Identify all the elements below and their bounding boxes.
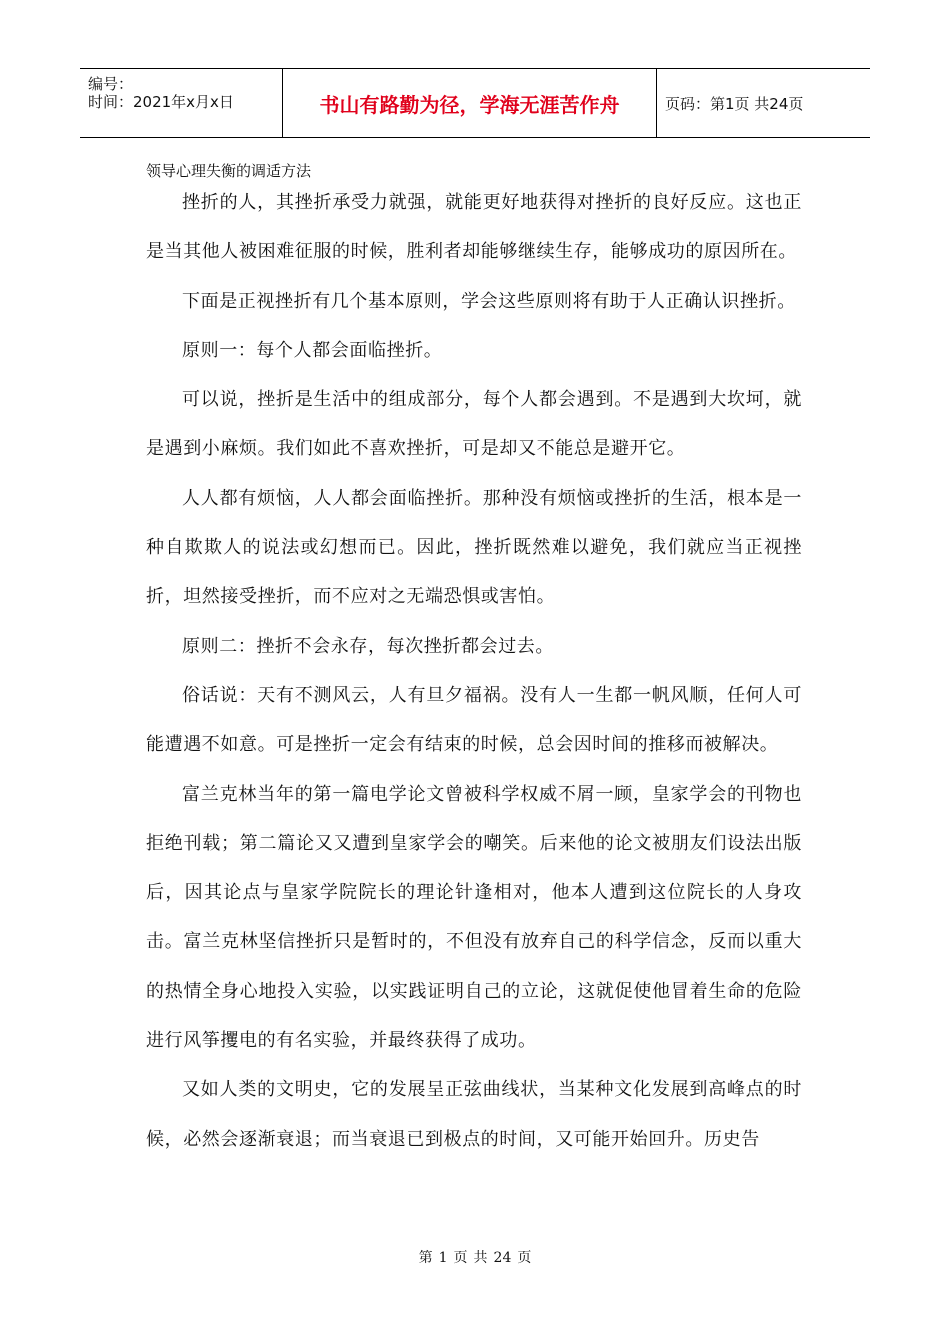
page-footer	[0, 1247, 950, 1267]
footer-text: 页	[453, 1250, 468, 1266]
header-meta	[80, 69, 283, 137]
paragraph: 又如人类的文明史，它的发展呈正弦曲线状，当某种文化发展到高峰点的时候，必然会逐渐衰退；而当衰退已到极点的时间，又可能开始回升。历史告	[146, 1079, 802, 1150]
footer-page-number: 1	[438, 1250, 448, 1266]
footer-total-pages: 24	[493, 1250, 512, 1266]
paragraph: 富兰克林当年的第一篇电学论文曾被科学权威不屑一顾，皇家学会的刊物也拒绝刊载；第二篇论又又遭到皇家学会的嘲笑。后来他的论文被朋友们设法出版后，因其论点与皇家学院院长的理论针逢相对，他本人遭到这位院长的人身攻击。富兰克林坚信挫折只是暂时的，不但没有放弃自己的科学信念，反而以重大的热情全身心地投入实验，以实践证明自己的立论，这就促使他冒着生命的危险进行风筝攫电的有名实验，并最终获得了成功。	[146, 783, 802, 1052]
paragraph: 人人都有烦恼，人人都会面临挫折。那种没有烦恼或挫折的生活，根本是一种自欺欺人的说法或幻想而已。因此，挫折既然难以避免，我们就应当正视挫折，坦然接受挫折，而不应对之无端恐惧或害怕。	[146, 487, 802, 608]
footer-text: 第	[418, 1250, 433, 1266]
header-page-info: 页码：第1页 共24页	[665, 94, 804, 113]
header-motto: 书山有路勤为径，学海无涯苦作舟	[283, 69, 657, 137]
paragraph: 原则二：挫折不会永存，每次挫折都会过去。	[182, 635, 554, 657]
footer-text: 共	[473, 1250, 488, 1266]
document-header	[80, 68, 870, 138]
footer-text: 页	[517, 1250, 532, 1266]
paragraph: 下面是正视挫折有几个基本原则，学会这些原则将有助于人正确认识挫折。	[182, 290, 796, 312]
paragraph: 俗话说：天有不测风云，人有旦夕福祸。没有人一生都一帆风顺，任何人可能遭遇不如意。可是挫折一定会有结束的时候，总会因时间的推移而被解决。	[146, 684, 802, 756]
paragraph: 原则一：每个人都会面临挫折。	[182, 339, 443, 361]
paragraph: 可以说，挫折是生活中的组成部分，每个人都会遇到。不是遇到大坎坷，就是遇到小麻烦。我们如此不喜欢挫折，可是却又不能总是避开它。	[146, 389, 802, 460]
paragraph: 挫折的人，其挫折承受力就强，就能更好地获得对挫折的良好反应。这也正是当其他人被困难征服的时候，胜利者却能够继续生存，能够成功的原因所在。	[146, 192, 802, 263]
document-body	[146, 178, 802, 1164]
document-title: 领导心理失衡的调适方法	[146, 162, 312, 180]
date-label: 时间：2021年x月x日	[88, 93, 234, 111]
number-label: 编号：	[88, 75, 134, 93]
